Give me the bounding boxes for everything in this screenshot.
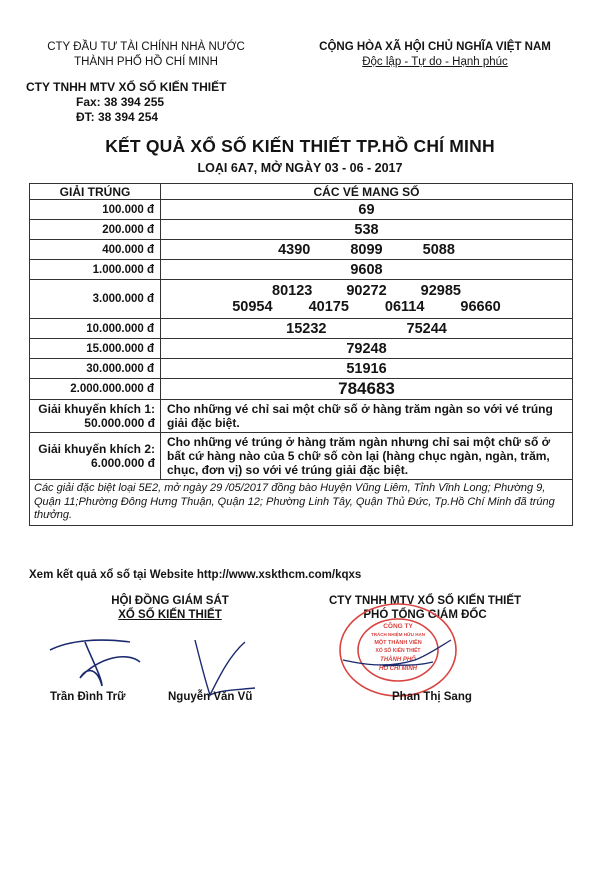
- winning-number: 96660: [460, 299, 501, 315]
- stamp-text: XỔ SỐ KIẾN THIẾT: [375, 648, 421, 654]
- consolation-1-label-cell: [30, 400, 161, 433]
- issuer-line-1: CTY ĐẦU TƯ TÀI CHÍNH NHÀ NƯỚC: [47, 41, 245, 53]
- table-row: [30, 319, 573, 339]
- winning-number: 75244: [406, 320, 447, 337]
- prize-amount: 10.000.000 đ: [30, 319, 161, 339]
- prize-amount: 400.000 đ: [30, 240, 161, 260]
- consolation-2-label: Giải khuyến khích 2:: [38, 442, 155, 456]
- consolation-1-description: Cho những vé chỉ sai một chữ số ở hàng trăm ngàn so với vé trúng giải đặc biệt.: [161, 400, 573, 433]
- consolation-2-label-cell: [30, 433, 161, 480]
- issuer-line-2: THÀNH PHỐ HỒ CHÍ MINH: [74, 56, 218, 68]
- signer-name-nguyen-van-vu: Nguyễn Văn Vũ: [168, 691, 253, 703]
- issuer-header: [26, 40, 266, 70]
- national-motto: CỘNG HÒA XÃ HỘI CHỦ NGHĨA VIỆT NAM: [319, 41, 551, 53]
- supervisory-title-1: HỘI ĐỒNG GIÁM SÁT: [111, 595, 229, 607]
- prize-amount: 2.000.000.000 đ: [30, 379, 161, 400]
- signer-name-tran-dinh-tru: Trần Đình Trữ: [50, 691, 126, 703]
- table-row: [30, 220, 573, 240]
- numbers-column-header: CÁC VÉ MANG SỐ: [161, 184, 573, 200]
- results-table: [29, 183, 573, 526]
- winning-number: 90272: [346, 283, 387, 299]
- company-fax: Fax: 38 394 255: [76, 95, 165, 109]
- prize-amount: 1.000.000 đ: [30, 260, 161, 280]
- consolation-2-amount: 6.000.000 đ: [90, 456, 155, 470]
- table-row: [30, 280, 573, 319]
- company-signature-title-2: PHÓ TỔNG GIÁM ĐỐC: [363, 609, 487, 621]
- stamp-text: TRÁCH NHIỆM HỮU HẠN: [371, 632, 425, 637]
- winning-number: 9608: [161, 260, 573, 280]
- national-header: [290, 40, 580, 70]
- winning-number: 69: [161, 200, 573, 220]
- company-signature-title-1: CTY TNHH MTV XỔ SỐ KIẾN THIẾT: [328, 595, 522, 607]
- special-prize-note: Các giải đặc biệt loại 5E2, mở ngày 29 /05/2017 đồng bào Huyện Vũng Liêm, Tỉnh Vĩnh Long; Phường 9, Quận 11;Phường Đông Hưng Thuận, Quận 12; Phường Linh Tây, Quận Thủ Đức, Tp.Hồ Chí Minh đã trúng thưởng.: [30, 480, 573, 526]
- consolation-2-description: Cho những vé trúng ở hàng trăm ngàn nhưng chỉ sai một chữ số ở bất cứ hàng nào của 5 chữ số còn lại (hàng chục ngàn, ngàn, trăm, chục, đơn vị) so với vé trúng giải đặc biệt.: [161, 433, 573, 480]
- prize-amount: 200.000 đ: [30, 220, 161, 240]
- prize-column-header: GIẢI TRÚNG: [30, 184, 161, 200]
- table-row: [30, 379, 573, 400]
- stamp-text: HỒ CHÍ MINH: [379, 666, 417, 672]
- table-row: [30, 240, 573, 260]
- prize-amount: 30.000.000 đ: [30, 359, 161, 379]
- winning-number: 80123: [272, 283, 313, 299]
- table-row: [30, 260, 573, 280]
- stamp-text: THÀNH PHỐ: [380, 657, 416, 663]
- winning-number: 50954: [232, 299, 273, 315]
- page-title: KẾT QUẢ XỔ SỐ KIẾN THIẾT TP.HỒ CHÍ MINH: [105, 136, 495, 156]
- website-line: Xem kết quả xổ số tại Website http://www.xskthcm.com/kqxs: [29, 569, 362, 581]
- prize-amount: 15.000.000 đ: [30, 339, 161, 359]
- table-row: [30, 339, 573, 359]
- consolation-row-2: [30, 433, 573, 480]
- winning-numbers-cell: [161, 319, 573, 339]
- winning-number: 538: [161, 220, 573, 240]
- consolation-1-amount: 50.000.000 đ: [84, 416, 155, 430]
- stamp-text: MỘT THÀNH VIÊN: [374, 640, 422, 646]
- winning-number: 8099: [350, 241, 383, 258]
- table-row: [30, 359, 573, 379]
- signer-name-phan-thi-sang: Phan Thị Sang: [392, 691, 472, 703]
- prize-amount: 100.000 đ: [30, 200, 161, 220]
- winning-number: 92985: [420, 283, 461, 299]
- winning-number: 51916: [161, 359, 573, 379]
- winning-number: 4390: [278, 241, 311, 258]
- signature-nguyen-van-vu: [175, 630, 265, 700]
- winning-number: 15232: [286, 320, 327, 337]
- note-row: [30, 480, 573, 526]
- special-prize-number: 784683: [161, 379, 573, 400]
- winning-number: 79248: [161, 339, 573, 359]
- company-seal-stamp: [323, 600, 473, 700]
- company-block: [26, 80, 266, 125]
- winning-number: 06114: [384, 299, 425, 315]
- consolation-row-1: [30, 400, 573, 433]
- supervisory-board-block: [60, 594, 280, 622]
- table-header-row: [30, 184, 573, 200]
- company-phone: ĐT: 38 394 254: [76, 110, 159, 124]
- winning-numbers-cell: [161, 240, 573, 260]
- prize-amount: 3.000.000 đ: [30, 280, 161, 319]
- page-subtitle: LOẠI 6A7, MỞ NGÀY 03 - 06 - 2017: [197, 161, 403, 175]
- stamp-text: CÔNG TY: [383, 623, 413, 630]
- winning-number: 5088: [422, 241, 455, 258]
- signature-tran-dinh-tru: [40, 620, 150, 690]
- company-name: CTY TNHH MTV XỔ SỐ KIẾN THIẾT: [26, 80, 227, 94]
- winning-number: 40175: [308, 299, 349, 315]
- supervisory-title-2: XỔ SỐ KIẾN THIẾT: [118, 609, 222, 621]
- winning-numbers-cell: [161, 280, 573, 319]
- national-slogan: Độc lập - Tự do - Hạnh phúc: [362, 56, 508, 68]
- consolation-1-label: Giải khuyến khích 1:: [38, 402, 155, 416]
- table-row: [30, 200, 573, 220]
